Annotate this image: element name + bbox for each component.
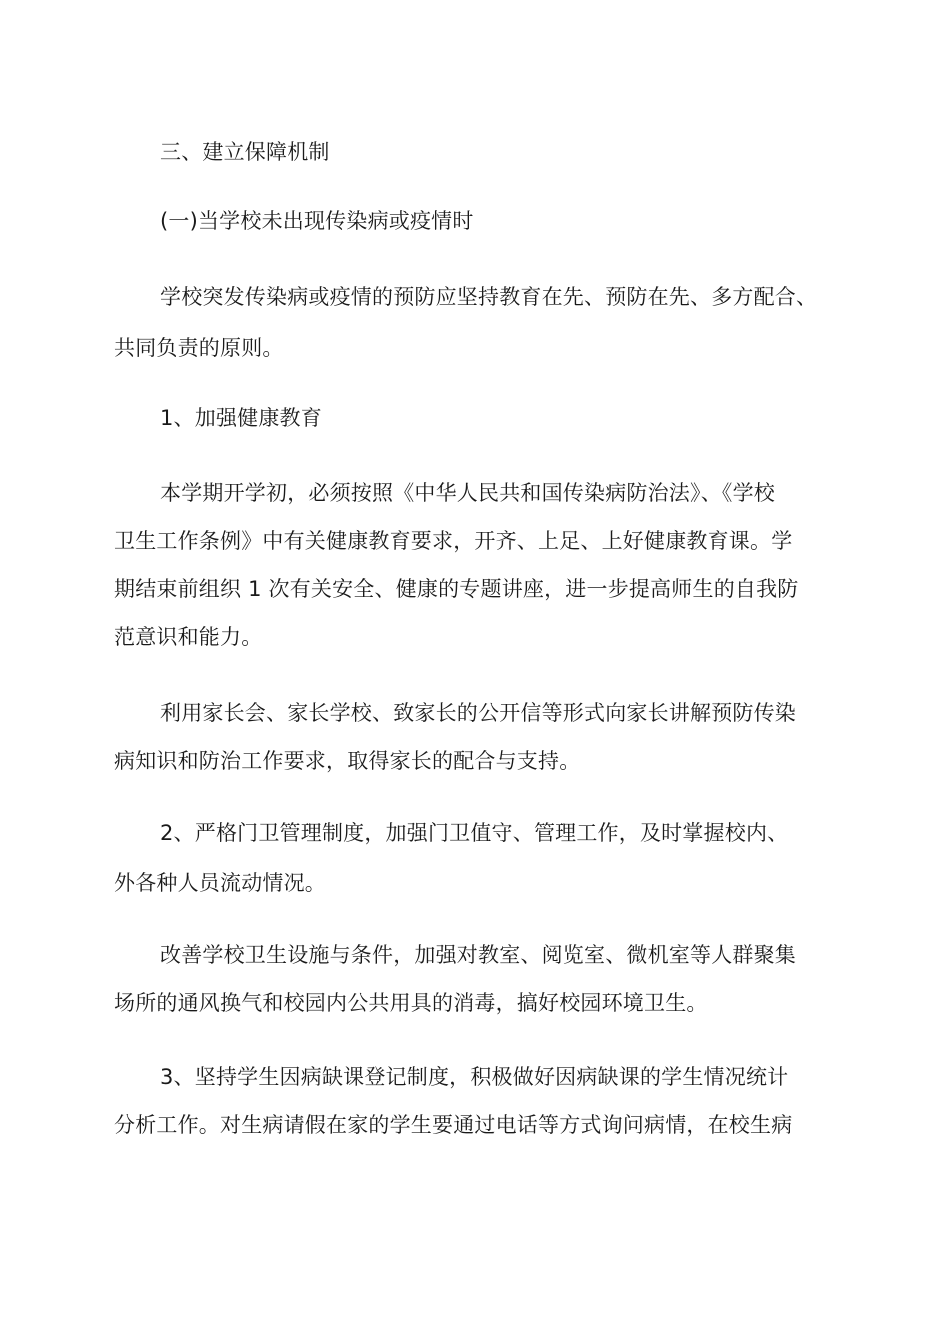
paragraph-line: 外各种人员流动情况。: [114, 871, 326, 895]
paragraph-line: 病知识和防治工作要求，取得家长的配合与支持。: [114, 749, 581, 773]
subsection-heading: (一)当学校未出现传染病或疫情时: [160, 209, 474, 233]
paragraph-line: 2、严格门卫管理制度，加强门卫值守、管理工作，及时掌握校内、: [160, 821, 789, 845]
item-heading: 1、加强健康教育: [160, 406, 322, 430]
paragraph-line: 共同负责的原则。: [114, 336, 284, 360]
paragraph-line: 期结束前组织 1 次有关安全、健康的专题讲座，进一步提高师生的自我防: [114, 577, 799, 601]
paragraph-line: 利用家长会、家长学校、致家长的公开信等形式向家长讲解预防传染: [160, 701, 796, 725]
paragraph-line: 改善学校卫生设施与条件，加强对教室、阅览室、微机室等人群聚集: [160, 943, 796, 967]
paragraph-line: 学校突发传染病或疫情的预防应坚持教育在先、预防在先、多方配合、: [160, 285, 818, 309]
paragraph-line: 范意识和能力。: [114, 625, 263, 649]
paragraph-line: 3、坚持学生因病缺课登记制度，积极做好因病缺课的学生情况统计: [160, 1065, 789, 1089]
paragraph-line: 场所的通风换气和校园内公共用具的消毒，搞好校园环境卫生。: [114, 991, 708, 1015]
paragraph-line: 本学期开学初，必须按照《中华人民共和国传染病防治法》、《学校: [160, 481, 775, 505]
section-heading: 三、建立保障机制: [160, 140, 330, 164]
paragraph-line: 卫生工作条例》中有关健康教育要求，开齐、上足、上好健康教育课。学: [114, 529, 793, 553]
paragraph-line: 分析工作。对生病请假在家的学生要通过电话等方式询问病情，在校生病: [114, 1113, 793, 1137]
